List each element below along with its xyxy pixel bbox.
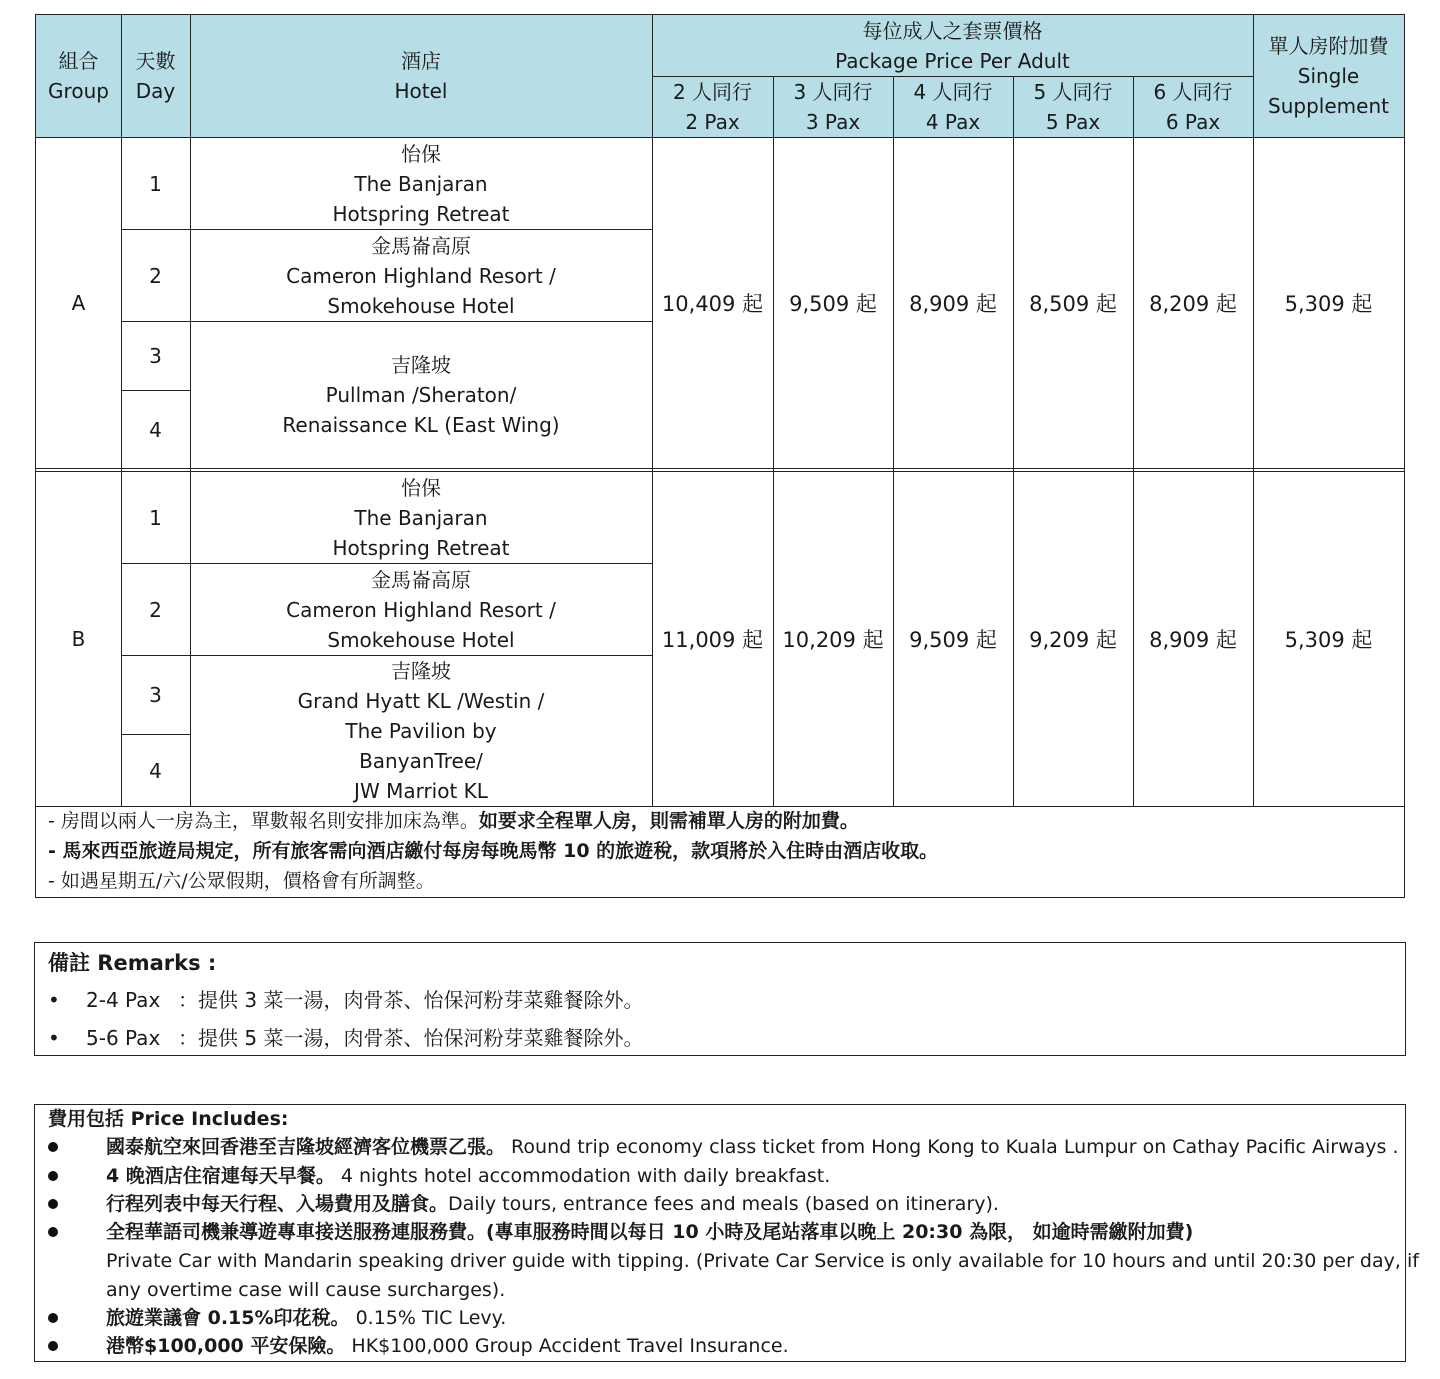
remark-text: ：提供 5 菜一湯，肉骨茶、怡保河粉芽菜雞餐除外。 xyxy=(178,1026,644,1050)
include-item xyxy=(48,1190,1420,1219)
hotel-name: The Banjaran xyxy=(354,171,488,196)
header-pax-en: 5 Pax xyxy=(1045,110,1101,134)
hotel-cell xyxy=(190,230,652,321)
price-cell: 10,409 起 xyxy=(661,292,764,316)
header-pax-3 xyxy=(773,76,893,138)
include-item xyxy=(48,1304,1420,1333)
header-pax-zh: 2 人同行 xyxy=(672,80,753,104)
hotel-cell xyxy=(190,138,652,229)
include-item xyxy=(48,1133,1420,1162)
note-text: - 房間以兩人一房為主，單數報名則安排加床為準。 xyxy=(48,810,479,832)
hotel-cell xyxy=(190,656,652,806)
header-hotel xyxy=(190,45,652,107)
header-hotel-zh: 酒店 xyxy=(401,49,441,73)
header-hotel-en: Hotel xyxy=(394,79,448,103)
hotel-name: Smokehouse Hotel xyxy=(327,293,515,318)
note-text-bold: 如要求全程單人房，則需補單人房的附加費。 xyxy=(478,810,859,832)
hotel-city: 怡保 xyxy=(401,475,441,500)
header-pax-en: 4 Pax xyxy=(925,110,981,134)
include-en: HK$100,000 Group Accident Travel Insurance. xyxy=(345,1335,789,1357)
bullet-icon xyxy=(48,1313,58,1323)
hotel-cell xyxy=(190,472,652,563)
bullet-icon xyxy=(48,1227,58,1237)
include-item xyxy=(48,1162,1420,1191)
day-cell: 1 xyxy=(149,171,162,196)
table-note-2: - 馬來西亞旅遊局規定，所有旅客需向酒店繳付每房每晚馬幣 10 的旅遊稅，款項將於入住時由酒店收取。 xyxy=(48,840,939,862)
day-cell: 4 xyxy=(149,758,162,783)
group-b-label: B xyxy=(71,627,86,651)
hotel-name: BanyanTree/ xyxy=(359,749,483,773)
header-pax-en: 3 Pax xyxy=(805,110,861,134)
single-supplement-cell: 5,309 起 xyxy=(1284,628,1373,652)
hotel-name: Renaissance KL (East Wing) xyxy=(282,413,560,437)
header-pax-4 xyxy=(893,76,1013,138)
header-package-price-en: Package Price Per Adult xyxy=(835,49,1070,73)
include-zh: 全程華語司機兼導遊專車接送服務連服務費。(專車服務時間以每日 10 小時及尾站落車以晚上 20:30 為限， 如逾時需繳附加費) xyxy=(106,1221,1194,1243)
single-supplement-cell: 5,309 起 xyxy=(1284,292,1373,316)
hotel-name: The Banjaran xyxy=(354,505,488,530)
header-group xyxy=(36,45,121,107)
header-group-en: Group xyxy=(48,79,109,103)
price-cell: 8,909 起 xyxy=(909,292,997,316)
header-pax-6 xyxy=(1133,76,1253,138)
price-cell: 9,509 起 xyxy=(909,628,997,652)
header-day xyxy=(121,45,190,107)
header-package-price-zh: 每位成人之套票價格 xyxy=(862,19,1043,43)
group-a-label: A xyxy=(71,291,86,315)
remark-item xyxy=(48,985,1348,1015)
include-en: 4 nights hotel accommodation with daily breakfast. xyxy=(334,1165,831,1187)
hotel-city: 吉隆坡 xyxy=(391,353,451,377)
include-en: Private Car with Mandarin speaking driver guide with tipping. (Private Car Service is only available for 10 hours and until 20:30 per day, if xyxy=(106,1250,1419,1272)
pax-header-line xyxy=(652,76,1253,77)
includes-title: 費用包括 Price Includes: xyxy=(48,1108,289,1130)
header-pax-zh: 4 人同行 xyxy=(913,80,993,104)
bullet-icon xyxy=(48,1171,58,1181)
bullet-icon: • xyxy=(48,988,60,1012)
include-zh: 旅遊業議會 0.15%印花稅。 xyxy=(106,1307,350,1329)
header-pax-en: 2 Pax xyxy=(685,110,740,134)
header-pax-zh: 3 人同行 xyxy=(793,80,873,104)
hotel-name: The Pavilion by xyxy=(345,719,497,743)
include-zh: 港幣$100,000 平安保險。 xyxy=(106,1335,346,1357)
header-pax-5 xyxy=(1013,76,1133,138)
hotel-city: 怡保 xyxy=(401,141,441,166)
remark-text: ：提供 3 菜一湯，肉骨茶、怡保河粉芽菜雞餐除外。 xyxy=(178,988,644,1012)
hotel-city: 金馬崙高原 xyxy=(371,233,471,258)
include-item xyxy=(48,1332,1420,1361)
header-single-en1: Single xyxy=(1297,64,1360,88)
include-en: 0.15% TIC Levy. xyxy=(349,1307,507,1329)
price-cell: 8,209 起 xyxy=(1149,292,1237,316)
hotel-name: JW Marriot KL xyxy=(354,779,488,803)
remark-pax: 5-6 Pax xyxy=(86,1026,161,1050)
table-note-3: - 如遇星期五/六/公眾假期，價格會有所調整。 xyxy=(48,870,435,892)
hotel-name: Smokehouse Hotel xyxy=(327,627,515,652)
include-item xyxy=(48,1218,1420,1305)
hotel-name: Hotspring Retreat xyxy=(332,201,510,226)
price-cell: 8,509 起 xyxy=(1029,292,1117,316)
header-group-zh: 組合 xyxy=(58,49,99,73)
hotel-cell xyxy=(190,322,652,468)
price-cell: 11,009 起 xyxy=(661,628,764,652)
group-separator xyxy=(35,468,1405,469)
header-day-en: Day xyxy=(135,79,176,103)
hotel-city: 金馬崙高原 xyxy=(371,567,471,592)
remark-pax: 2-4 Pax xyxy=(86,988,161,1012)
header-pax-zh: 6 人同行 xyxy=(1153,80,1233,104)
price-cell: 9,509 起 xyxy=(789,292,877,316)
include-zh: 國泰航空來回香港至吉隆坡經濟客位機票乙張。 xyxy=(106,1136,506,1158)
remark-item xyxy=(48,1023,1348,1053)
day-cell: 2 xyxy=(149,597,162,622)
header-pax-en: 6 Pax xyxy=(1165,110,1221,134)
day-cell: 4 xyxy=(149,417,162,442)
hotel-name: Cameron Highland Resort / xyxy=(286,263,556,288)
hotel-name: Hotspring Retreat xyxy=(332,535,510,560)
include-en: Daily tours, entrance fees and meals (based on itinerary). xyxy=(448,1193,999,1215)
header-pax-zh: 5 人同行 xyxy=(1033,80,1113,104)
day-cell: 2 xyxy=(149,263,162,288)
bullet-icon xyxy=(48,1341,58,1351)
hotel-name: Grand Hyatt KL /Westin / xyxy=(297,689,545,713)
remarks-title: 備註 Remarks : xyxy=(48,951,217,975)
hotel-cell xyxy=(190,564,652,655)
table-note-1 xyxy=(48,806,859,836)
hotel-name: Pullman /Sheraton/ xyxy=(325,383,517,407)
header-day-zh: 天數 xyxy=(135,49,176,73)
header-single-zh: 單人房附加費 xyxy=(1268,34,1389,58)
bullet-icon xyxy=(48,1199,58,1209)
header-pax-2 xyxy=(652,76,773,138)
include-en: Round trip economy class ticket from Hong Kong to Kuala Lumpur on Cathay Pacific Airways . xyxy=(505,1136,1399,1158)
header-single-en2: Supplement xyxy=(1268,94,1389,118)
include-en: any overtime case will cause surcharges). xyxy=(106,1279,506,1301)
include-zh: 行程列表中每天行程、入場費用及膳食。 xyxy=(106,1193,449,1215)
day-cell: 3 xyxy=(149,344,162,368)
day-cell: 3 xyxy=(149,683,162,707)
hotel-city: 吉隆坡 xyxy=(391,659,451,683)
include-zh: 4 晚酒店住宿連每天早餐。 xyxy=(106,1165,335,1187)
price-cell: 9,209 起 xyxy=(1029,628,1117,652)
header-package-price xyxy=(652,15,1253,77)
price-cell: 10,209 起 xyxy=(782,628,884,652)
bullet-icon xyxy=(48,1142,58,1152)
bullet-icon: • xyxy=(48,1026,60,1050)
header-single-supplement xyxy=(1253,30,1404,122)
day-cell: 1 xyxy=(149,505,162,530)
price-cell: 8,909 起 xyxy=(1149,628,1237,652)
hotel-name: Cameron Highland Resort / xyxy=(286,597,556,622)
